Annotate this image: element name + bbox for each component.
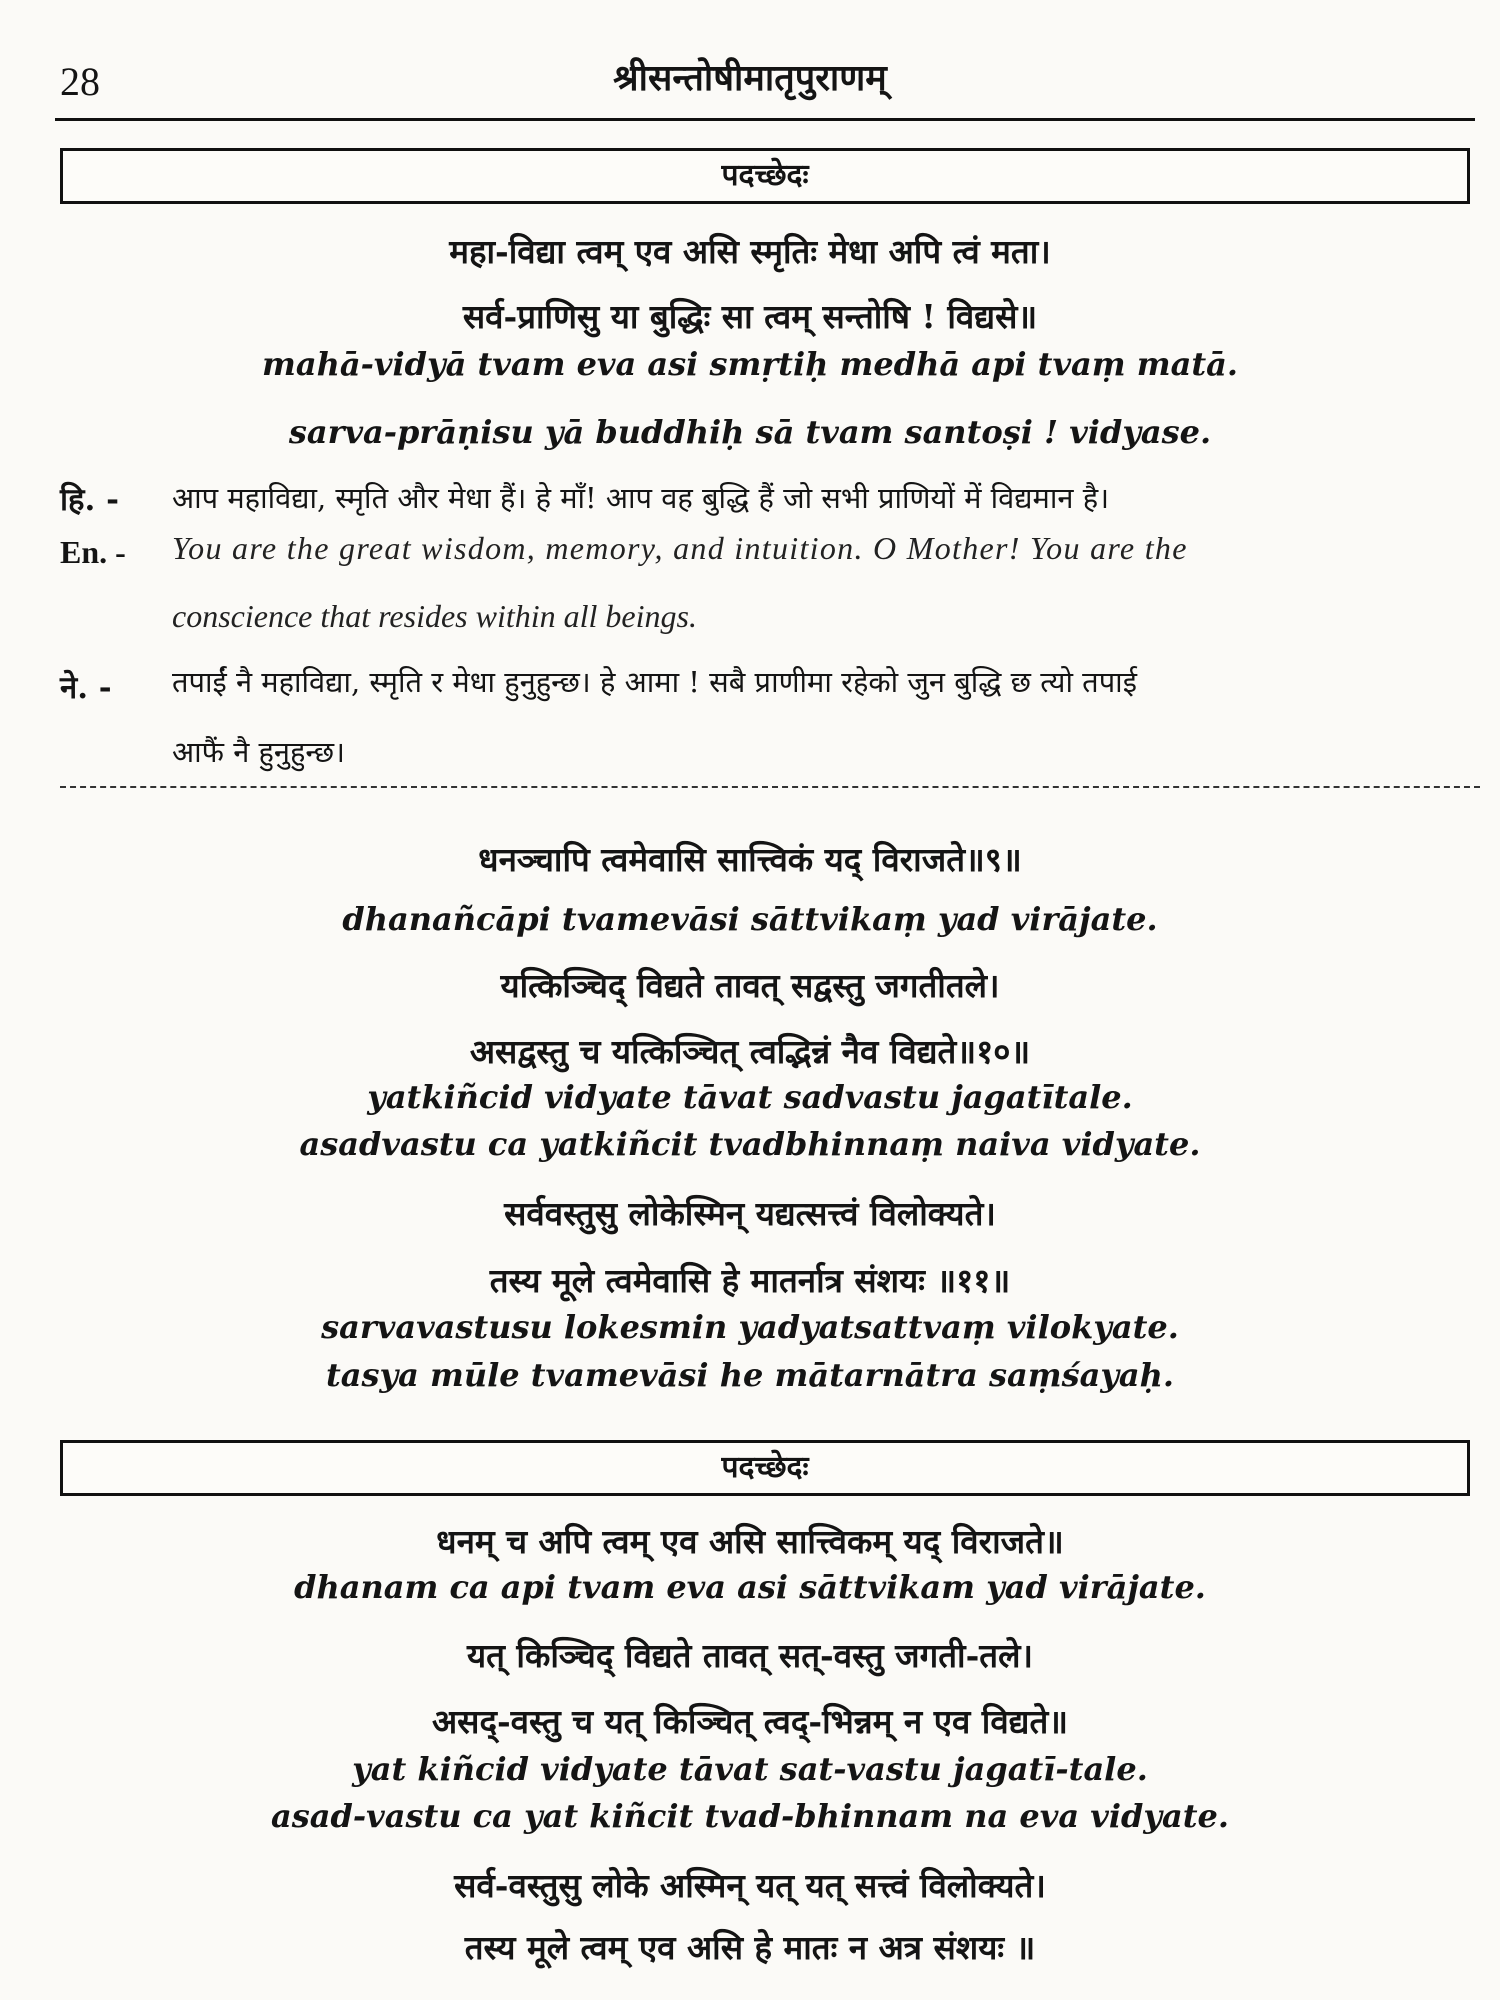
verse-line: सर्व-वस्तुसु लोके अस्मिन् यत् यत् सत्त्वं विलोक्यते। — [454, 1866, 1046, 1905]
padaccheda-box — [60, 148, 1470, 204]
dashed-divider — [60, 786, 1480, 788]
verse-line: सर्व-प्राणिसु या बुद्धिः सा त्वम् सन्तोषि ! विद्यसे॥ — [462, 297, 1038, 336]
transliteration-line: dhanam ca api tvam eva asi sāttvikam yad virājate. — [294, 1568, 1206, 1606]
transliteration-line: tasya mūle tvamevāsi he mātarnātra saṃśayaḥ. — [325, 1356, 1175, 1394]
transliteration-line: asadvastu ca yatkiñcit tvadbhinnaṃ naiva vidyate. — [299, 1125, 1201, 1163]
page-number: 28 — [60, 59, 100, 104]
padaccheda-box — [60, 1440, 1470, 1496]
box-label: पदच्छेदः — [721, 1450, 809, 1485]
verse-line: तस्य मूले त्वम् एव असि हे मातः न अत्र संशयः ॥ — [464, 1928, 1036, 1967]
nepali-label: ने. - — [60, 670, 112, 706]
verse-line: असद्-वस्तु च यत् किञ्चित् त्वद्-भिन्नम् न एव विद्यते॥ — [431, 1702, 1069, 1741]
verse-line: सर्ववस्तुसु लोकेस्मिन् यद्यत्सत्त्वं विलोक्यते। — [504, 1194, 996, 1233]
verse-line: यत् किञ्चिद् विद्यते तावत् सत्-वस्तु जगती-तले। — [466, 1636, 1033, 1675]
english-label: En. - — [60, 534, 126, 570]
nepali-translation-line: तपाईं नै महाविद्या, स्मृति र मेधा हुनुहुन्छ। हे आमा ! सबै प्राणीमा रहेको जुन बुद्धि छ त्यो तपाई — [172, 665, 1137, 699]
nepali-translation-line: आफैं नै हुनुहुन्छ। — [172, 735, 346, 769]
header-divider — [55, 118, 1475, 121]
transliteration-line: sarvavastusu lokesmin yadyatsattvaṃ vilokyate. — [321, 1308, 1179, 1346]
english-translation-line: You are the great wisdom, memory, and intuition. O Mother! You are the — [172, 530, 1188, 566]
transliteration-line: mahā-vidyā tvam eva asi smṛtiḥ medhā api tvaṃ matā. — [261, 345, 1239, 383]
transliteration-line: yat kiñcid vidyate tāvat sat-vastu jagatī-tale. — [352, 1750, 1148, 1788]
verse-line: धनञ्चापि त्वमेवासि सात्त्विकं यद् विराजते॥९॥ — [478, 840, 1022, 879]
hindi-label: हि. - — [60, 482, 119, 518]
transliteration-line: dhanañcāpi tvamevāsi sāttvikaṃ yad virājate. — [342, 900, 1158, 938]
verse-line: यत्किञ्चिद् विद्यते तावत् सद्वस्तु जगतीतले। — [500, 966, 1000, 1005]
english-translation-line: conscience that resides within all beings. — [172, 598, 697, 634]
verse-line: धनम् च अपि त्वम् एव असि सात्त्विकम् यद् विराजते॥ — [436, 1522, 1064, 1561]
transliteration-line: sarva-prāṇisu yā buddhiḥ sā tvam santoṣi ! vidyase. — [288, 413, 1212, 451]
box-label: पदच्छेदः — [721, 158, 809, 193]
transliteration-line: yatkiñcid vidyate tāvat sadvastu jagatītale. — [367, 1078, 1133, 1116]
verse-line: असद्वस्तु च यत्किञ्चित् त्वद्भिन्नं नैव विद्यते॥१०॥ — [469, 1032, 1031, 1071]
verse-line: तस्य मूले त्वमेवासि हे मातर्नात्र संशयः ॥११॥ — [489, 1261, 1011, 1300]
page-title: श्रीसन्तोषीमातृपुराणम् — [613, 57, 887, 99]
hindi-translation: आप महाविद्या, स्मृति और मेधा हैं। हे माँ! आप वह बुद्धि हैं जो सभी प्राणियों में विद्यमान है। — [172, 481, 1110, 515]
verse-line: महा-विद्या त्वम् एव असि स्मृतिः मेधा अपि त्वं मता। — [449, 232, 1051, 271]
transliteration-line: asad-vastu ca yat kiñcit tvad-bhinnam na eva vidyate. — [271, 1797, 1229, 1835]
